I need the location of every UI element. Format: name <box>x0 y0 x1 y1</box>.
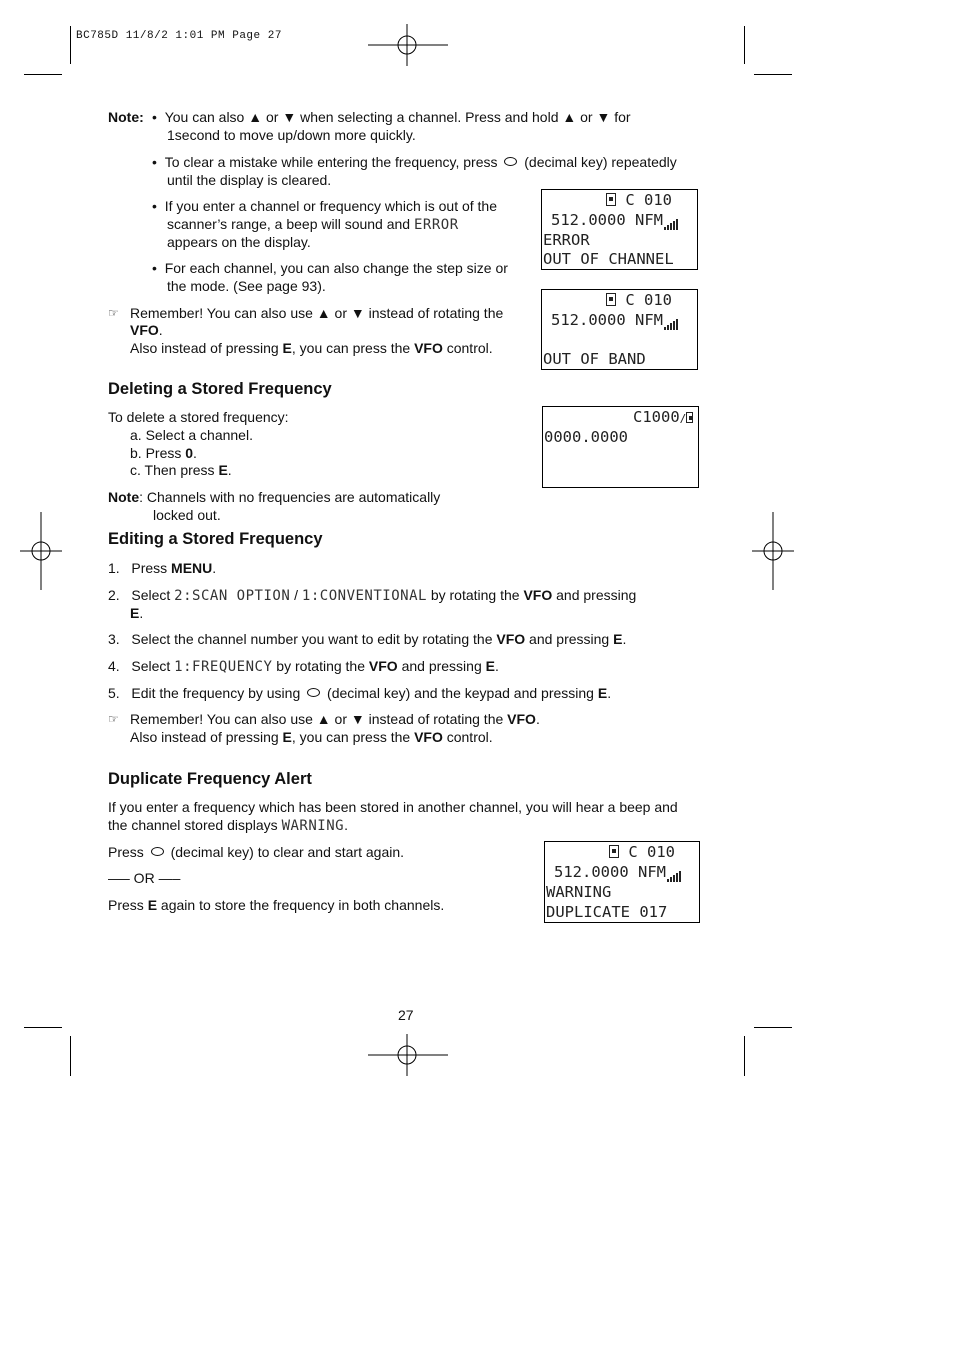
up-arrow-icon: ▲ <box>316 305 331 321</box>
crop-mark <box>744 26 745 64</box>
deleting-note: Note: Channels with no frequencies are automatically <box>108 489 441 505</box>
deleting-step-a: a. Select a channel. <box>130 427 253 443</box>
note-bullet-1-cont: 1second to move up/down more quickly. <box>167 127 416 143</box>
signal-strength-icon <box>667 862 682 882</box>
lcd-word-conventional: 1:CONVENTIONAL <box>301 588 427 604</box>
crop-mark <box>754 1027 792 1028</box>
down-arrow-icon: ▼ <box>282 109 297 125</box>
decimal-key-icon <box>151 847 164 856</box>
decimal-key-icon <box>504 157 517 166</box>
note-bullet-2: • To clear a mistake while entering the frequency, press (decimal key) repeatedly <box>152 154 677 170</box>
editing-step-4: 4. Select 1:FREQUENCY by rotating the VFO and pressing E. <box>108 658 499 675</box>
note-bullet-3: • If you enter a channel or frequency which is out of the <box>152 198 497 214</box>
remember-1-line1: Remember! You can also use ▲ or ▼ instead of rotating the <box>130 305 504 321</box>
crop-mark <box>24 1027 62 1028</box>
editing-step-2: 2. Select 2:SCAN OPTION / 1:CONVENTIONAL by rotating the VFO and pressing <box>108 587 637 604</box>
section-title-editing: Editing a Stored Frequency <box>108 530 323 548</box>
remember-2-line2: Also instead of pressing E, you can press the VFO control. <box>130 729 493 745</box>
registration-mark-top <box>368 24 448 66</box>
editing-step-5: 5. Edit the frequency by using (decimal key) and the keypad and pressing E. <box>108 685 612 701</box>
editing-step-1: 1. Press MENU. <box>108 560 217 576</box>
pointer-icon: ☞ <box>108 306 119 320</box>
signal-strength-icon <box>664 310 679 330</box>
page-number: 27 <box>398 1007 414 1023</box>
duplicate-para-1: If you enter a frequency which has been stored in another channel, you will hear a beep and <box>108 799 678 815</box>
duplicate-para-2: Press (decimal key) to clear and start again. <box>108 844 405 860</box>
down-arrow-icon: ▼ <box>350 711 365 727</box>
lock-box-icon <box>609 845 619 858</box>
duplicate-para-3: Press E again to store the frequency in both channels. <box>108 897 445 913</box>
lock-box-icon <box>606 293 616 306</box>
print-header: BC785D 11/8/2 1:01 PM Page 27 <box>76 30 282 42</box>
deleting-step-c: c. Then press E. <box>130 462 232 478</box>
lockout-icon: ∕ <box>680 412 694 425</box>
note-label: Note: <box>108 109 144 125</box>
registration-mark-bottom <box>368 1034 448 1076</box>
deleting-note-cont: locked out. <box>153 507 221 523</box>
decimal-key-icon <box>307 688 320 697</box>
editing-step-3: 3. Select the channel number you want to edit by rotating the VFO and pressing E. <box>108 631 627 647</box>
registration-mark-left <box>20 512 62 590</box>
lcd-word-scan-option: 2:SCAN OPTION <box>174 588 291 604</box>
note-bullet-2-cont: until the display is cleared. <box>167 172 332 188</box>
lcd-display-empty-channel: C1000∕ 0000.0000 <box>542 406 699 488</box>
down-arrow-icon: ▼ <box>596 109 611 125</box>
editing-step-2-cont: E. <box>130 605 144 621</box>
remember-2-line1: Remember! You can also use ▲ or ▼ instead of rotating the VFO. <box>130 711 540 727</box>
note-bullet-4-cont: the mode. (See page 93). <box>167 278 326 294</box>
remember-1-line2: VFO. <box>130 322 163 338</box>
registration-mark-right <box>752 512 794 590</box>
up-arrow-icon: ▲ <box>562 109 577 125</box>
crop-mark <box>24 74 62 75</box>
lcd-word-error: ERROR <box>413 217 459 233</box>
up-arrow-icon: ▲ <box>248 109 263 125</box>
section-title-deleting: Deleting a Stored Frequency <box>108 380 332 398</box>
note-bullet-3-cont2: appears on the display. <box>167 234 311 250</box>
note-bullet-4: • For each channel, you can also change the step size or <box>152 260 508 276</box>
note-bullet-3-cont: scanner’s range, a beep will sound and ERROR <box>167 216 459 233</box>
down-arrow-icon: ▼ <box>350 305 365 321</box>
crop-mark <box>744 1036 745 1076</box>
note-bullet-1: • You can also ▲ or ▼ when selecting a channel. Press and hold ▲ or ▼ for <box>152 109 631 125</box>
pointer-icon: ☞ <box>108 712 119 726</box>
crop-mark <box>70 26 71 64</box>
duplicate-para-1-cont: the channel stored displays WARNING. <box>108 817 348 834</box>
lcd-display-duplicate: C 010 512.0000 NFM WARNING DUPLICATE 017 <box>544 841 700 923</box>
lcd-word-warning: WARNING <box>281 818 345 834</box>
section-title-duplicate: Duplicate Frequency Alert <box>108 770 312 788</box>
remember-1-line3: Also instead of pressing E, you can press the VFO control. <box>130 340 493 356</box>
signal-strength-icon <box>664 210 679 230</box>
deleting-intro: To delete a stored frequency: <box>108 409 289 425</box>
crop-mark <box>70 1036 71 1076</box>
up-arrow-icon: ▲ <box>316 711 331 727</box>
lcd-display-error-channel: C 010 512.0000 NFM ERROR OUT OF CHANNEL <box>541 189 698 270</box>
lcd-display-out-of-band: C 010 512.0000 NFM OUT OF BAND <box>541 289 698 370</box>
duplicate-or: —– OR —– <box>108 870 181 886</box>
lock-box-icon <box>606 193 616 206</box>
deleting-step-b: b. Press 0. <box>130 445 197 461</box>
lcd-word-frequency: 1:FREQUENCY <box>174 659 273 675</box>
crop-mark <box>754 74 792 75</box>
